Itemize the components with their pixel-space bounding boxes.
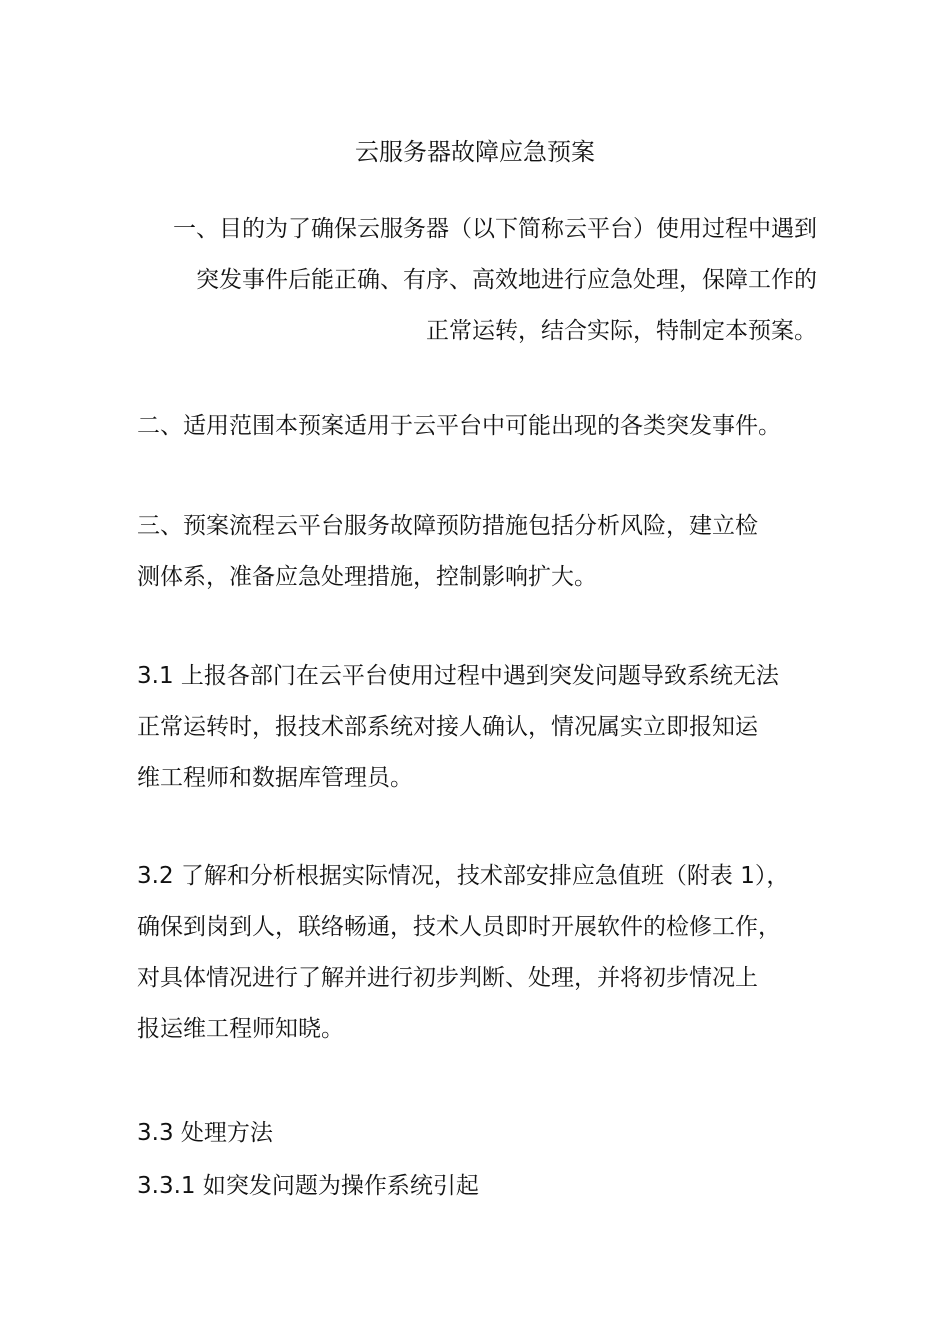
section-3-3-method [137,1108,817,1159]
section-3-2-line-4: 报运维工程师知晓。 [137,1016,344,1042]
section-scope [137,401,817,452]
section-scope-line-1: 二、适用范围本预案适用于云平台中可能出现的各类突发事件。 [137,413,781,439]
section-3-1-line-3: 维工程师和数据库管理员。 [137,765,413,791]
section-3-1-line-1: 3.1 上报各部门在云平台使用过程中遇到突发问题导致系统无法 [137,663,779,689]
section-purpose [137,204,817,357]
section-3-3-1-os [137,1161,817,1212]
section-3-3-line-1: 3.3 处理方法 [137,1120,273,1146]
section-process-line-2: 测体系，准备应急处理措施，控制影响扩大。 [137,564,597,590]
section-process-line-1: 三、预案流程云平台服务故障预防措施包括分析风险，建立检 [137,513,758,539]
section-purpose-line-2: 突发事件后能正确、有序、高效地进行应急处理，保障工作的 [196,267,817,293]
section-purpose-line-3: 正常运转，结合实际，特制定本预案。 [426,318,817,344]
section-3-2-line-1: 3.2 了解和分析根据实际情况，技术部安排应急值班（附表 1）， [137,863,790,889]
section-3-2-line-3: 对具体情况进行了解并进行初步判断、处理，并将初步情况上 [137,965,758,991]
section-3-2-analysis [137,851,817,1055]
section-3-1-line-2: 正常运转时，报技术部系统对接人确认，情况属实立即报知运 [137,714,758,740]
section-3-3-1-line-1: 3.3.1 如突发问题为操作系统引起 [137,1173,479,1199]
section-purpose-line-1: 一、目的为了确保云服务器（以下简称云平台）使用过程中遇到 [173,216,817,242]
section-process [137,501,817,603]
section-3-2-line-2: 确保到岗到人，联络畅通，技术人员即时开展软件的检修工作， [137,914,781,940]
section-3-1-report [137,651,817,804]
document-title: 云服务器故障应急预案 [355,138,595,166]
